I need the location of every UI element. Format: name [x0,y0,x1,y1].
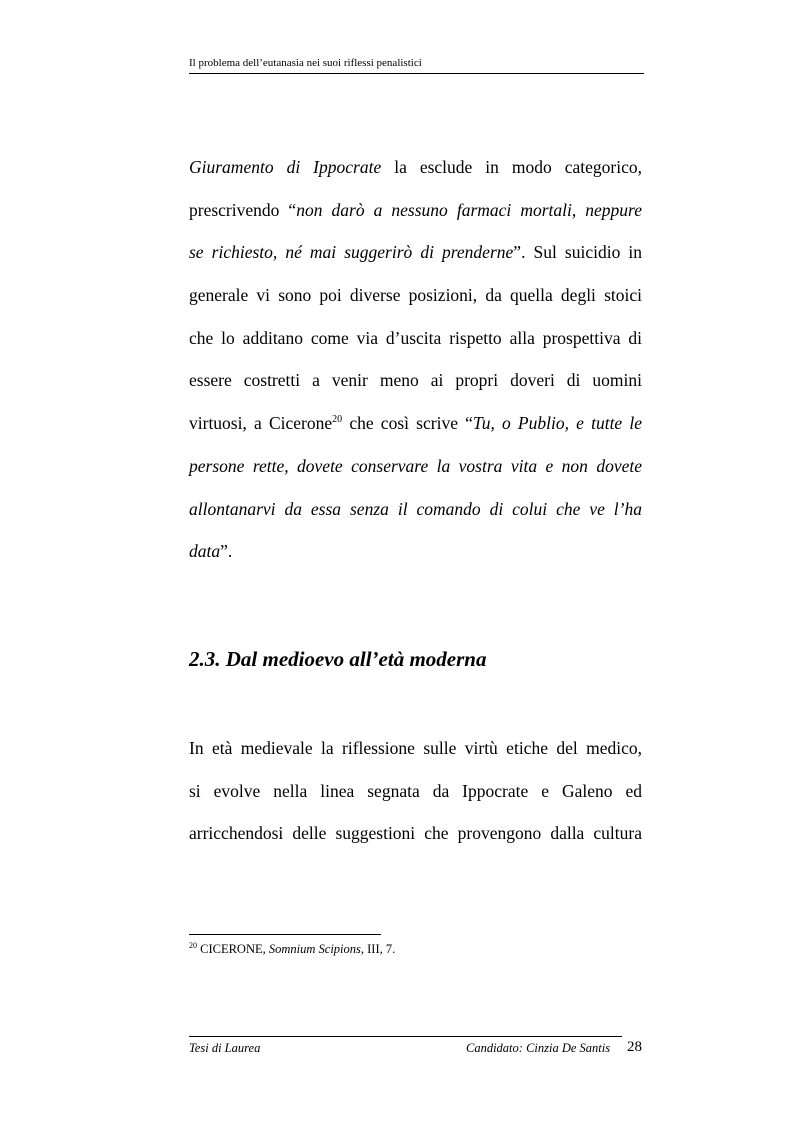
section-line-1: In età medievale la riflessione sulle virtù etiche del medico, [189,738,642,758]
footer-rule [189,1036,622,1037]
section-line-3: arricchendosi delle suggestioni che provengono dalla cultura [189,823,642,844]
body-line-1: Giuramento di Ippocrate la esclude in modo categorico, [189,157,642,177]
header-rule [189,73,644,74]
body-text [189,152,642,579]
footnote-rule [189,934,381,935]
body-line-9: allontanarvi da essa senza il comando di colui che ve l’ha [189,498,642,519]
body-line-4: generale vi sono poi diverse posizioni, da quella degli stoici [189,285,642,306]
body-line-10: data”. [189,541,233,562]
body-line-2: prescrivendo “non darò a nessuno farmaci mortali, neppure [189,199,642,220]
body-line-6: essere costretti a venir meno ai propri doveri di uomini [189,370,642,391]
body-line-5: che lo additano come via d’uscita rispetto alla prospettiva di [189,327,642,348]
footnote-number: 20 [189,941,197,950]
footnote: $^{20}$ CICERONE, Somnium Scipions, III, 7. [189,941,396,956]
section-heading: 2.3. Dal medioevo all’età moderna [189,647,487,671]
footer-thesis-label: Tesi di Laurea [189,1041,261,1055]
section-line-2: si evolve nella linea segnata da Ippocrate e Galeno ed [189,780,642,801]
section-body-text [189,733,642,861]
running-header-title: Il problema dell’eutanasia nei suoi riflessi penalistici [189,57,422,69]
footer-candidate: Candidato: Cinzia De Santis [466,1041,611,1055]
page-number: 28 [627,1039,642,1055]
body-line-7: virtuosi, a Cicerone$^{20}$ che così scrive “Tu, o Publio, e tutte le [189,413,643,434]
body-line-8: persone rette, dovete conservare la vostra vita e non dovete [189,455,642,476]
footnote-reference[interactable]: 20 [332,414,343,426]
body-line-3: se richiesto, né mai suggerirò di prenderne”. Sul suicidio in [189,242,642,263]
